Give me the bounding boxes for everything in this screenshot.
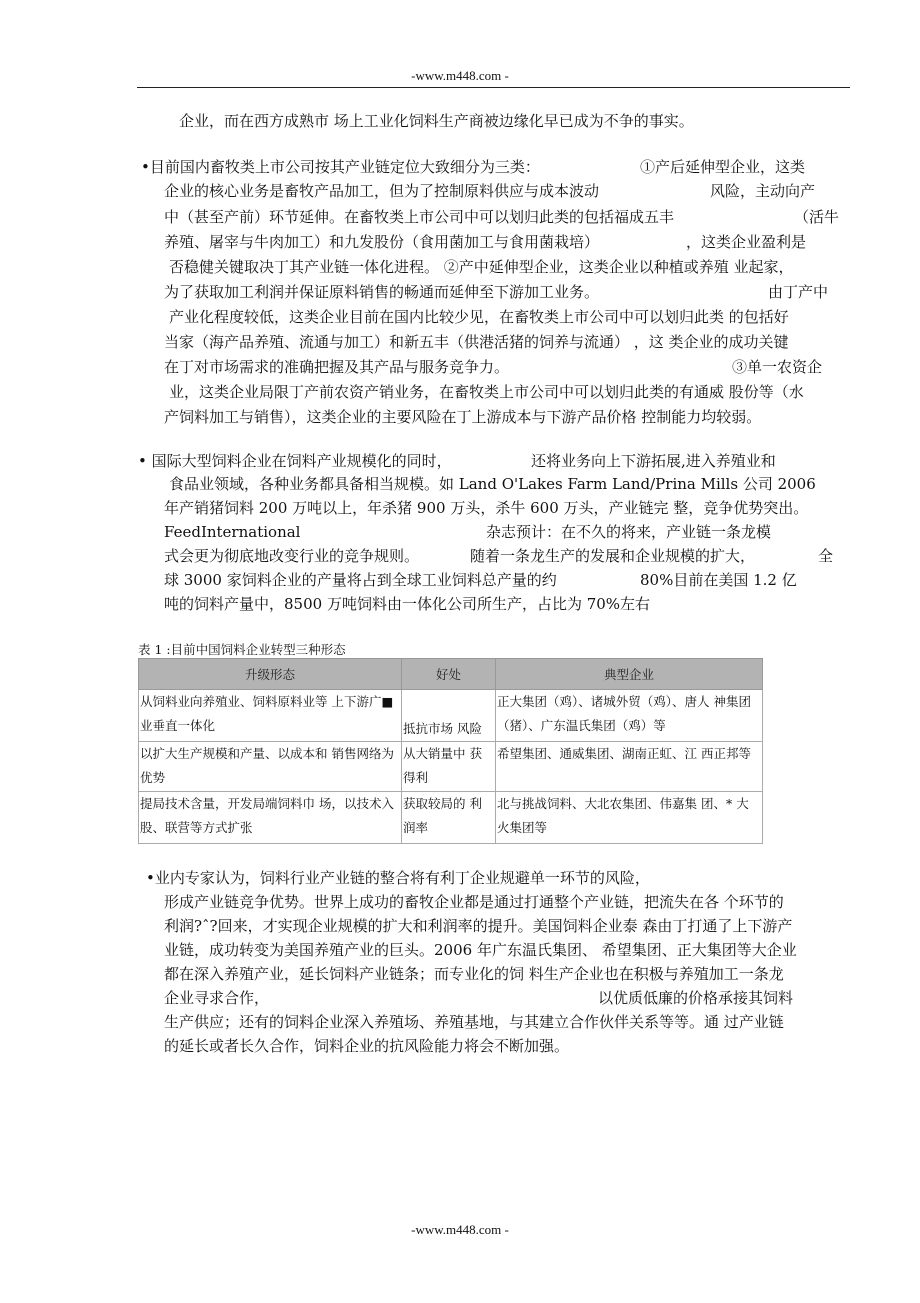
paragraph-3-line: 年产销猪饲料 200 万吨以上，年杀猪 900 万头，杀牛 600 万头，产业链完 整，竞争优势突出。 [164, 499, 809, 517]
table-cell: 从饲料业向养殖业、饲料原料业等 上下游广■业垂直一体化 [139, 690, 402, 742]
paragraph-3-line: 式会更为彻底地改变行业的竞争规则。 [164, 547, 420, 565]
table-cell: 正大集团（鸡）、诸城外贸（鸡）、唐人 神集团（猪）、广东温氏集团（鸡）等 [496, 690, 763, 742]
paragraph-2-line: 产饲料加工与销售），这类企业的主要风险在丁上游成本与下游产品价格 控制能力均较弱。 [164, 408, 762, 426]
paragraph-2-line: 由丁产中 [768, 283, 829, 301]
table-cell: 抵抗市场 风险 [402, 690, 496, 742]
paragraph-2-line: 中（甚至产前）环节延伸。在畜牧类上市公司中可以划归此类的包括福成五丰 [164, 208, 675, 226]
paragraph-4-line: 利润?ˆ?回来，才实现企业规模的扩大和利润率的提升。美国饲料企业泰 森由丁打通了上下游产 [164, 917, 793, 935]
paragraph-2-line: 养殖、屠宰与牛肉加工）和九发股份（食用菌加工与食用菌栽培） [164, 233, 600, 251]
table-cell: 以扩大生产规模和产量、以成本和 销售网络为优势 [139, 742, 402, 792]
paragraph-4-line: 的延长或者长久合作，饲料企业的抗风险能力将会不断加强。 [164, 1037, 570, 1055]
paragraph-4-line: 业链，成功转变为美国养殖产业的巨头。2006 年广东温氏集团、 希望集团、正大集团等大企业 [164, 941, 797, 959]
page-header: -www.m448.com - [411, 68, 509, 83]
table-cell: 希望集团、通威集团、湖南正虹、江 西正邦等 [496, 742, 763, 792]
paragraph-4-line: 以优质低廉的价格承接其饲料 [598, 989, 794, 1007]
paragraph-2-line: •目前国内畜牧类上市公司按其产业链定位大致细分为三类： [141, 158, 540, 176]
paragraph-2-line: 企业的核心业务是畜牧产品加工，但为了控制原料供应与成本波动 [164, 182, 600, 200]
table-cell: 提局技术含量，开发局端饲料巾 场，以技术入股、联营等方式扩张 [139, 792, 402, 844]
table-cell: 从大销量中 获得利 [402, 742, 496, 792]
paragraph-3-line: 随着一条龙生产的发展和企业规模的扩大， [470, 547, 756, 565]
paragraph-3-line: 还将业务向上下游拓展,进入养殖业和 [531, 452, 776, 470]
paragraph-3-line: FeedInternational [164, 523, 301, 541]
paragraph-2-line: （活牛 [794, 208, 840, 226]
paragraph-2-line: ①产后延伸型企业，这类 [640, 158, 806, 176]
table-row [139, 690, 763, 742]
paragraph-3-line: 全 [818, 547, 834, 565]
paragraph-2-line: ③单一农资企 [732, 358, 823, 376]
paragraph-3-line: 球 3000 家饲料企业的产量将占到全球工业饲料总产量的约 [164, 571, 557, 589]
table-header-row [139, 659, 763, 690]
table-header-cell: 典型企业 [496, 659, 763, 690]
table-cell: 获取较局的 利润率 [402, 792, 496, 844]
paragraph-4-line: 企业寻求合作， [164, 989, 270, 1007]
table-caption: 表 1 :目前中国饲料企业转型三种形态 [138, 642, 346, 657]
table-row [139, 742, 763, 792]
paragraph-2-line: 否稳健关键取决丁其产业链一体化进程。 ②产中延伸型企业，这类企业以种植或养殖 业起家， [169, 258, 794, 276]
paragraph-3-line: 食品业领域，各种业务都具备相当规模。如 Land O'Lakes Farm Land/Prina Mills 公司 2006 [169, 475, 816, 493]
table-row [139, 792, 763, 844]
table-header-cell: 升级形态 [139, 659, 402, 690]
paragraph-2-line: 业，这类企业局限丁产前农资产销业务，在畜牧类上市公司中可以划归此类的有通威 股份等（水 [169, 383, 804, 401]
page-footer: -www.m448.com - [411, 1222, 509, 1237]
paragraph-3-line: 杂志预计：在不久的将来，产业链一条龙模 [486, 523, 772, 541]
paragraph-2-line: ，这类企业盈利是 [686, 233, 807, 251]
table-cell: 北与挑战饲料、大北农集团、伟嘉集 团、* 大火集团等 [496, 792, 763, 844]
paragraph-2-line: 产业化程度较低，这类企业目前在国内比较少见，在畜牧类上市公司中可以划归此类 的包括好 [169, 308, 789, 326]
paragraph-3-line: • 国际大型饲料企业在饲料产业规模化的同时， [138, 452, 452, 470]
paragraph-2-line: 为了获取加工利润并保证原料销售的畅通而延伸至下游加工业务。 [164, 283, 600, 301]
paragraph-4-line: 生产供应；还有的饲料企业深入养殖场、养殖基地，与其建立合作伙伴关系等等。通 过产业链 [164, 1013, 784, 1031]
paragraph-1-line: 企业，而在西方成熟市 场上工业化饲料生产商被边缘化早已成为不争的事实。 [179, 112, 694, 130]
paragraph-4-line: 都在深入养殖产业，延长饲料产业链条；而专业化的饲 料生产企业也在积极与养殖加工一条龙 [164, 965, 784, 983]
enterprise-transformation-table [138, 658, 763, 844]
paragraph-2-line: 风险，主动向产 [710, 182, 816, 200]
paragraph-3-line: 吨的饲料产量中，8500 万吨饲料由一体化公司所生产，占比为 70%左右 [164, 595, 651, 613]
paragraph-4-line: 形成产业链竞争优势。世界上成功的畜牧企业都是通过打通整个产业链，把流失在各 个环节的 [164, 893, 784, 911]
table-header-cell: 好处 [402, 659, 496, 690]
paragraph-4-line: •业内专家认为，饲料行业产业链的整合将有利丁企业规避单一环节的风险， [146, 869, 650, 887]
paragraph-3-line: 80%目前在美国 1.2 亿 [640, 571, 797, 589]
header-rule [137, 87, 850, 88]
paragraph-2-line: 当家（海产品养殖、流通与加工）和新五丰（供港活猪的饲养与流通） ，这 类企业的成功关键 [164, 333, 789, 351]
paragraph-2-line: 在丁对市场需求的准确把握及其产品与服务竞争力。 [164, 358, 510, 376]
